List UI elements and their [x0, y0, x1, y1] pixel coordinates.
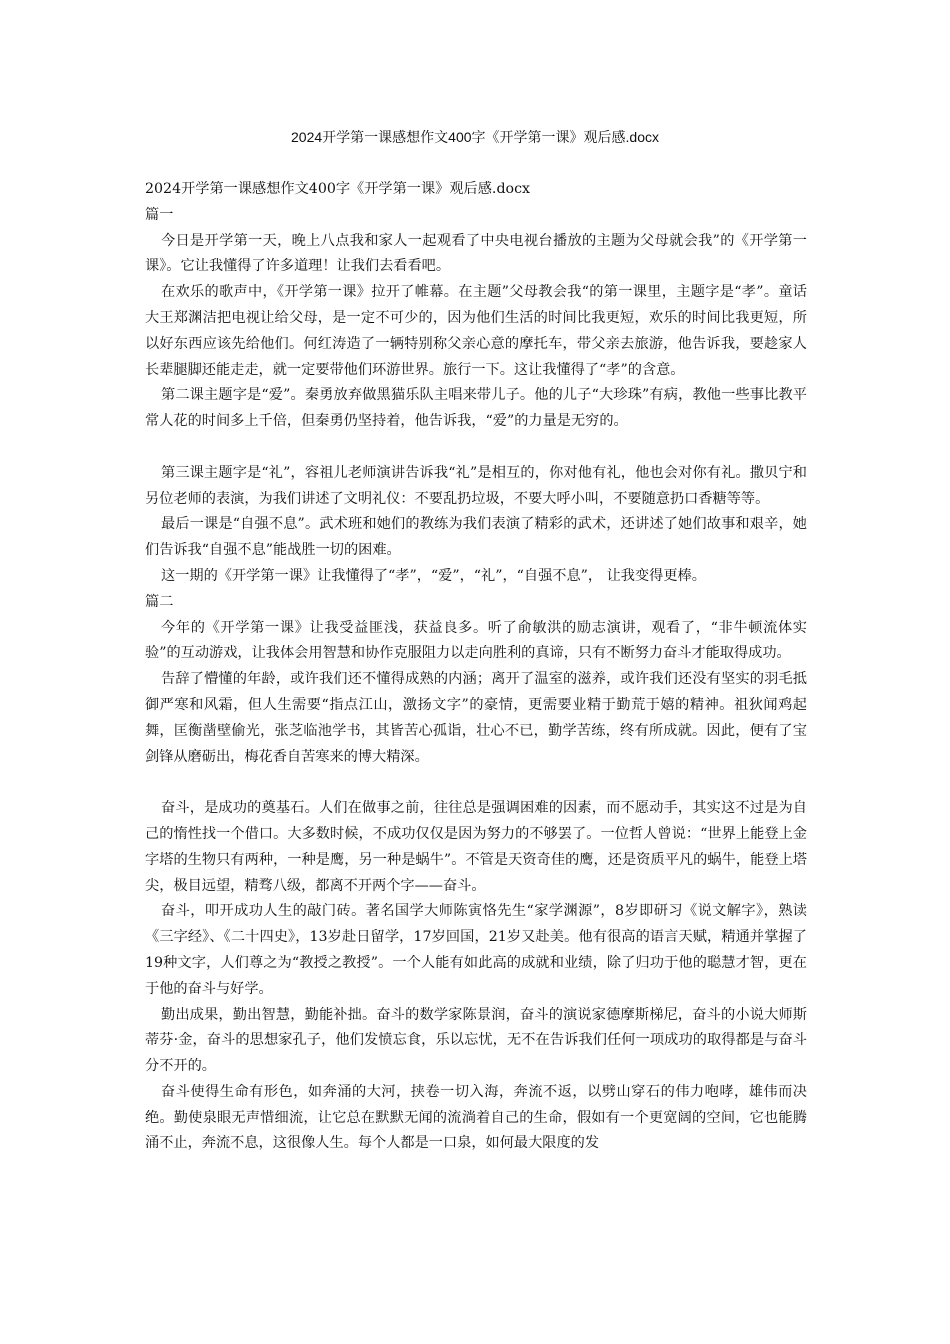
document-title-line: 2024开学第一课感想作文400字《开学第一课》观后感.docx — [145, 181, 531, 197]
paragraph: 今年的《开学第一课》让我受益匪浅，获益良多。听了俞敏洪的励志演讲，观看了，“非牛顿流体实验”的互动游戏，让我体会用智慧和协作克服阻力以走向胜利的真谛，只有不断努力奋斗才能取得成功。 — [145, 619, 807, 662]
paragraph: 今日是开学第一天，晚上八点我和家人一起观看了中央电视台播放的主题为父母就会我”的《开学第一课》。它让我懂得了许多道理！让我们去看看吧。 — [145, 232, 807, 275]
paragraph: 告辞了懵懂的年龄，或许我们还不懂得成熟的内涵；离开了温室的滋养，或许我们还没有坚实的羽毛抵御严寒和风霜，但人生需要“指点江山，激扬文字”的豪情，更需要业精于勤荒于嬉的精神。祖狄闻鸡起舞，匡衡凿壁偷光，张芝临池学书，其皆苦心孤诣，壮心不已，勤学苦练，终有所成就。因此，便有了宝剑锋从磨砺出，梅花香自苦寒来的博大精深。 — [145, 671, 807, 765]
paragraph: 最后一课是“自强不息”。武术班和她们的教练为我们表演了精彩的武术，还讲述了她们故事和艰辛，她们告诉我“自强不息”能战胜一切的困难。 — [145, 516, 807, 559]
paragraph: 在欢乐的歌声中，《开学第一课》拉开了帷幕。在主题”父母教会我“的第一课里，主题字是“孝”。童话大王郑渊洁把电视让给父母，是一定不可少的，因为他们生活的时间比我更短，欢乐的时间比我更短，所以好东西应该先给他们。何红涛造了一辆特别称父亲心意的摩托车，带父亲去旅游，他告诉我，要趁家人长辈腿脚还能走走，就一定要带他们环游世界。旅行一下。这让我懂得了“孝”的含意。 — [145, 284, 807, 378]
paragraph: 奋斗，叩开成功人生的敲门砖。著名国学大师陈寅恪先生“家学渊源”，8岁即研习《说文解字》，熟读《三字经》、《二十四史》，13岁赴日留学，17岁回国，21岁又赴美。他有很高的语言天赋，精通并掌握了19种文字，人们尊之为“教授之教授”。一个人能有如此高的成就和业绩，除了归功于他的聪慧才智，更在于他的奋斗与好学。 — [145, 903, 807, 997]
paragraph: 第二课主题字是“爱”。秦勇放弃做黑猫乐队主唱来带儿子。他的儿子“大珍珠”有病，教他一些事比教平常人花的时间多上千倍，但秦勇仍坚持着，他告诉我，“爱”的力量是无穷的。 — [145, 387, 807, 430]
paragraph: 奋斗使得生命有形色，如奔涌的大河，挟卷一切入海，奔流不返，以劈山穿石的伟力咆哮，雄伟而决绝。勤使泉眼无声惜细流，让它总在默默无闻的流淌着自己的生命，假如有一个更宽阔的空间，它也能腾涌不止，奔流不息，这很像人生。每个人都是一口泉，如何最大限度的发 — [145, 1083, 807, 1152]
section-label-2: 篇二 — [145, 593, 174, 610]
section-label-1: 篇一 — [145, 206, 174, 223]
paragraph: 这一期的《开学第一课》让我懂得了“孝”，“爱”，“礼”，“自强不息”， 让我变得更棒。 — [161, 567, 706, 584]
paragraph: 奋斗，是成功的奠基石。人们在做事之前，往往总是强调困难的因素，而不愿动手，其实这不过是为自己的惰性找一个借口。大多数时候，不成功仅仅是因为努力的不够罢了。一位哲人曾说：“世界上能登上金字塔的生物只有两种，一种是鹰，另一种是蜗牛”。不管是天资奇佳的鹰，还是资质平凡的蜗牛，能登上塔尖，极目远望，精骛八级，都离不开两个字——奋斗。 — [145, 800, 807, 894]
document-header-title: 2024开学第一课感想作文400字《开学第一课》观后感.docx — [291, 129, 659, 145]
document-body — [145, 177, 807, 1157]
paragraph: 第三课主题字是“礼”，容祖儿老师演讲告诉我“礼”是相互的，你对他有礼，他也会对你有礼。撒贝宁和另位老师的表演，为我们讲述了文明礼仪：不要乱扔垃圾，不要大呼小叫，不要随意扔口香糖等等。 — [145, 464, 807, 507]
paragraph: 勤出成果，勤出智慧，勤能补拙。奋斗的数学家陈景润，奋斗的演说家德摩斯梯尼，奋斗的小说大师斯蒂芬·金，奋斗的思想家孔子，他们发愤忘食，乐以忘忧，无不在告诉我们任何一项成功的取得都是与奋斗分不开的。 — [145, 1006, 807, 1075]
